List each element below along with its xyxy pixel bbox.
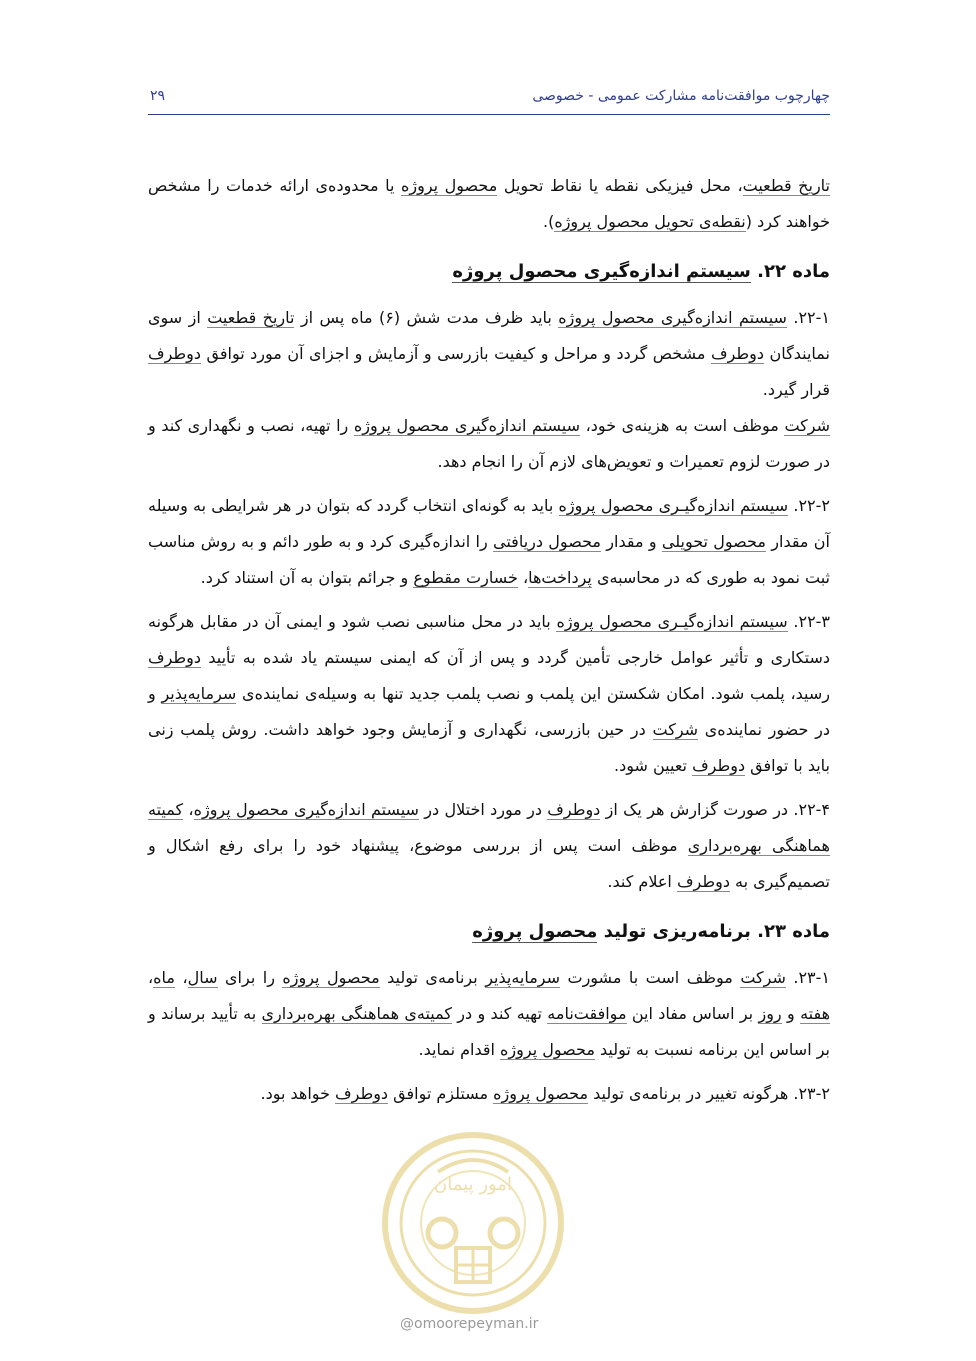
defined-term: سیستم اندازه‌گیری محصول پروژه — [558, 308, 787, 327]
defined-term: محصول پروژه — [500, 1040, 595, 1059]
text-run: مستلزم توافق — [388, 1084, 494, 1103]
text-run: ۲۲-۳. — [787, 612, 831, 631]
defined-term: موافقت‌نامه — [547, 1004, 627, 1023]
watermark-text: @omoorepeyman.ir — [400, 1316, 539, 1332]
text-run: را برای — [217, 968, 283, 987]
text-run: رسید، پلمب شود. امکان شکستن این پلمب و نصب پلمب جدید تنها به وسیله‌ی نماینده‌ی — [236, 684, 830, 703]
text-run: را تهیه، نصب و نگهداری کند و در صورت لزوم تعمیرات و تعویض‌های لازم آن را انجام دهد. — [148, 416, 830, 471]
text-run: و جرائم بتوان به آن استناد کرد. — [200, 568, 414, 587]
seal-stamp — [378, 1128, 568, 1318]
defined-term: دوطرف — [692, 756, 746, 775]
text-run: در مورد اختلال در — [418, 800, 548, 819]
text-run: بر اساس مفاد این — [626, 1004, 759, 1023]
text-run: خواهد بود. — [260, 1084, 336, 1103]
text-run: موظف است پس از بررسی موضوع، پیشنهاد خود را برای رفع اشکال و تصمیم‌گیری به — [148, 836, 830, 891]
defined-term: ماه — [153, 968, 175, 987]
text-run: باید در محل مناسبی نصب شود و ایمنی آن در مقابل هرگونه دستکاری و تأثیر عوامل خارجی تأمین گردد و پس از آن که ایمنی سیستم یاد شده به تأیید — [148, 612, 830, 667]
clause-paragraph — [148, 1076, 830, 1112]
defined-term: محصول تحویلی — [661, 532, 766, 551]
clause-paragraph — [148, 488, 830, 596]
article-23-body — [148, 960, 830, 1112]
text-run: و در حضور نماینده‌ی — [148, 684, 831, 739]
text-run: و — [781, 1004, 801, 1023]
document-body — [148, 168, 830, 1120]
clause-paragraph — [148, 792, 830, 900]
intro-paragraph — [148, 168, 830, 240]
text-run: ماده ۲۲. — [750, 261, 830, 282]
defined-term: دوطرف — [148, 344, 201, 363]
defined-term: هفته — [800, 1004, 830, 1023]
clause-paragraph — [148, 960, 830, 1068]
text-run: را اندازه‌گیری کرد و به طور دائم و به روش مناسب ثبت نمود به طوری که در محاسبه‌ی — [148, 532, 830, 587]
text-run: اعلام کند. — [607, 872, 677, 891]
defined-term: دوطرف — [710, 344, 764, 363]
text-run: ۲۳-۲. هرگونه تغییر در برنامه‌ی تولید — [588, 1084, 830, 1103]
article-22-body — [148, 300, 830, 900]
defined-term: دوطرف — [335, 1084, 389, 1103]
defined-term: محصول دریافتی — [493, 532, 601, 551]
defined-term: شرکت — [740, 968, 786, 987]
text-run: به تأیید برساند و بر اساس این برنامه نسبت به تولید — [148, 1004, 830, 1059]
clause-paragraph — [148, 604, 830, 784]
text-run: تهیه کند و در — [451, 1004, 548, 1023]
text-run: ). — [542, 212, 555, 231]
defined-term: تاریخ قطعیت — [207, 308, 295, 327]
defined-term: روز — [758, 1004, 782, 1023]
article-22-heading — [148, 254, 830, 290]
text-run: ، — [148, 968, 154, 987]
page-number: ۲۹ — [150, 88, 166, 104]
text-run: مشخص گردد و مراحل و کیفیت بازرسی و آزمایش و اجزای آن مورد توافق — [201, 344, 711, 363]
text-run: موظف است به هزینه‌ی خود، — [580, 416, 785, 435]
text-run: ۲۳-۱. — [785, 968, 831, 987]
defined-term: پرداخت‌ها — [528, 568, 592, 587]
text-run: یا محدوده‌ی ارائه خدمات را مشخص خواهند کرد ( — [148, 176, 830, 231]
text-run: قرار گیرد. — [762, 380, 830, 399]
defined-term: دوطرف — [148, 648, 201, 667]
defined-term: محصول پروژه — [401, 176, 498, 195]
defined-term: نقطه‌ی تحویل محصول پروژه — [554, 212, 746, 231]
text-run: ، — [517, 568, 529, 587]
defined-term: تاریخ قطعیت — [742, 176, 831, 195]
defined-term: دوطرف — [547, 800, 601, 819]
text-run: و مقدار — [600, 532, 662, 551]
page-header — [148, 84, 830, 115]
text-run: در حین بازرسی، نگهداری و آزمایش وجود خواهد داشت. روش پلمب زنی باید با توافق — [148, 720, 830, 775]
defined-term: سال — [187, 968, 218, 987]
article-23-heading — [148, 914, 830, 950]
text-run: تعیین شود. — [614, 756, 693, 775]
text-run: ماده ۲۳. برنامه‌ریزی تولید — [597, 921, 830, 942]
defined-term: محصول پروژه — [493, 1084, 589, 1103]
defined-term: سیستم اندازه‌گیـری محصول پروژه — [556, 612, 788, 631]
defined-term: سرمایه‌پذیر — [161, 684, 237, 703]
defined-term: سیستم اندازه‌گیری محصول پروژه — [193, 800, 419, 819]
text-run: اقدام نماید. — [418, 1040, 501, 1059]
defined-term: شرکت — [784, 416, 831, 435]
defined-term: سیستم اندازه‌گیری محصول پروژه — [452, 261, 751, 282]
text-run: برنامه‌ی تولید — [379, 968, 486, 987]
seal-text: امور پیمان — [434, 1174, 512, 1195]
text-run: ۲۲-۲. — [788, 496, 831, 515]
text-run: باید ظرف مدت شش (۶) ماه پس از — [294, 308, 559, 327]
defined-term: محصول پروژه — [472, 921, 598, 942]
header-title: چهارچوب موافقت‌نامه مشارکت عمومی - خصوصی — [532, 88, 830, 104]
defined-term: سرمایه‌پذیر — [485, 968, 561, 987]
defined-term: شرکت — [652, 720, 699, 739]
defined-term: سیستم اندازه‌گیری محصول پروژه — [353, 416, 581, 435]
clause-paragraph — [148, 300, 830, 408]
defined-term: سیستم اندازه‌گیـری محصول پروژه — [558, 496, 789, 515]
defined-term: محصول پروژه — [282, 968, 380, 987]
text-run: از سوی نمایندگان — [148, 308, 830, 363]
clause-paragraph — [148, 408, 830, 480]
text-run: موظف است با مشورت — [560, 968, 741, 987]
text-run: ۲۲-۴. در صورت گزارش هر یک از — [600, 800, 831, 819]
defined-term: خسارت مقطوع — [413, 568, 518, 587]
defined-term: کمیته هماهنگی بهره‌برداری — [148, 800, 830, 855]
text-run: ، — [183, 800, 194, 819]
text-run: ، — [175, 968, 188, 987]
text-run: ، محل فیزیکی نقطه یا نقاط تحویل — [497, 176, 743, 195]
text-run: ۲۲-۱. — [786, 308, 831, 327]
text-run: باید به گونه‌ای انتخاب گردد که بتوان در هر شرایطی به وسیله آن مقدار — [148, 496, 831, 551]
defined-term: کمیته‌ی هماهنگی بهره‌برداری — [261, 1004, 452, 1023]
defined-term: دوطرف — [676, 872, 730, 891]
